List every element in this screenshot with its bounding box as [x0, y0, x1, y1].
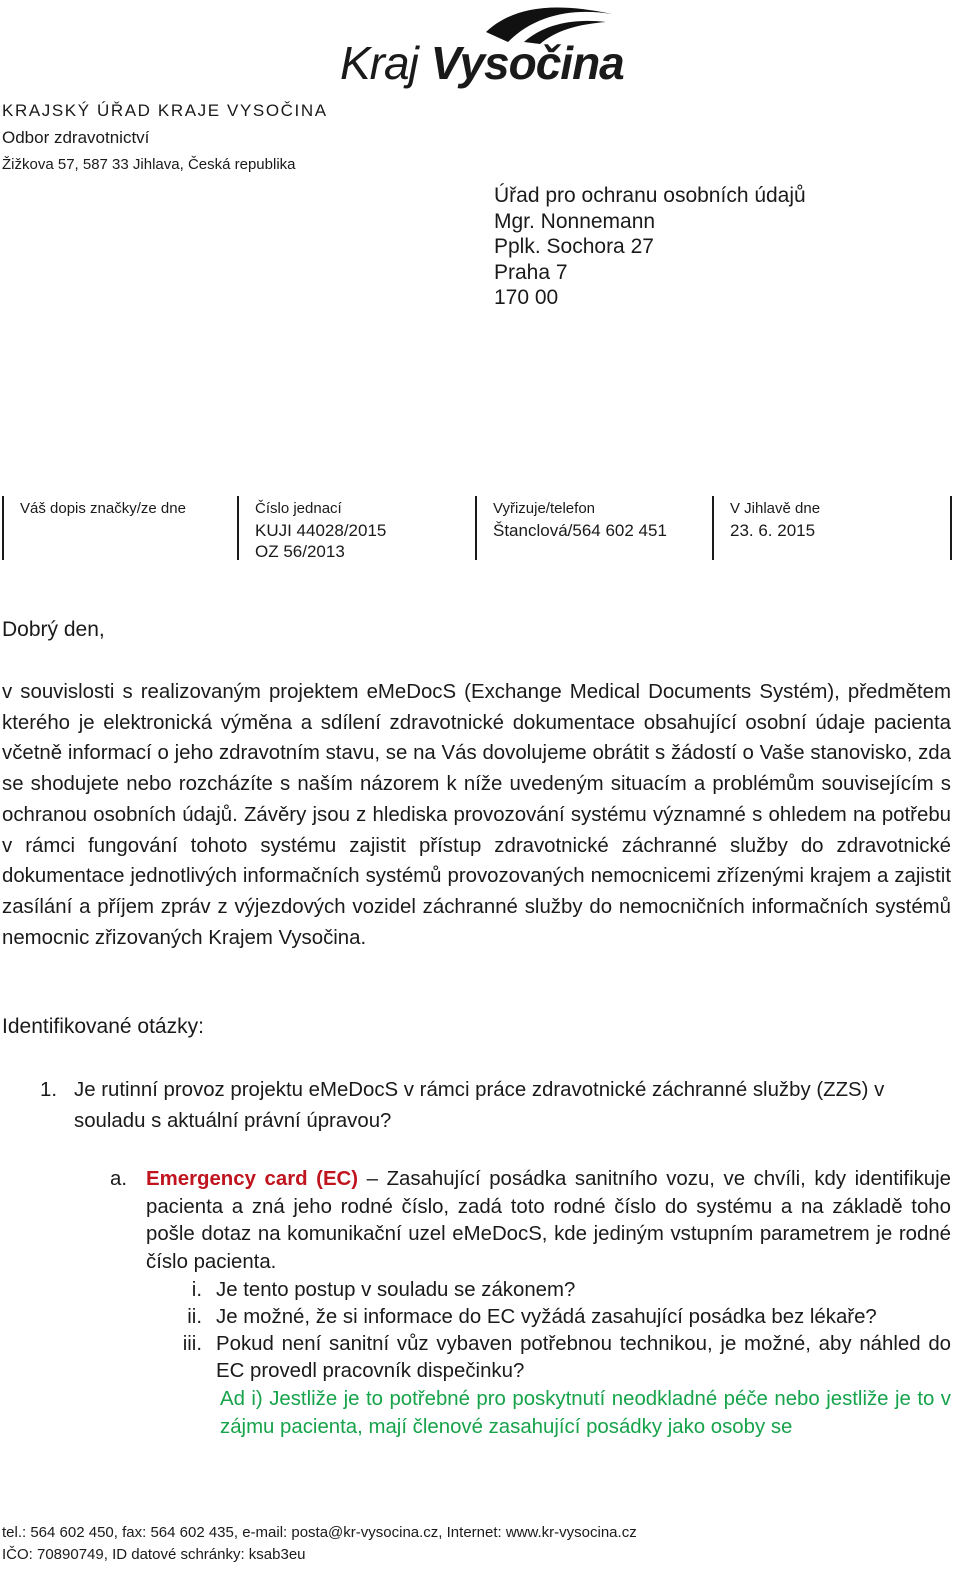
recipient-line: Pplk. Sochora 27 — [494, 235, 654, 258]
recipient-line: 170 00 — [494, 286, 559, 309]
sender-office: KRAJSKÝ ÚŘAD KRAJE VYSOČINA — [2, 101, 328, 120]
ref-number — [237, 496, 475, 560]
question-text: Je rutinní provoz projektu eMeDocS v rámci práce zdravotnické záchranné služby (ZZS) v souladu s aktuální právní úpravou? — [74, 1079, 885, 1132]
ref-label: V Jihlavě dne — [730, 500, 821, 517]
footer-contacts: tel.: 564 602 450, fax: 564 602 435, e-mail: posta@kr-vysocina.cz, Internet: www.kr-vysocina.cz — [2, 1524, 637, 1541]
sender-block — [2, 97, 328, 178]
ec-title: Emergency card (EC) — [146, 1168, 359, 1190]
roman-text: Je tento postup v souladu se zákonem? — [216, 1279, 576, 1301]
ref-your-letter — [2, 496, 238, 560]
ref-label: Číslo jednací — [255, 500, 342, 517]
sub-question-a — [110, 1166, 951, 1276]
sub-text-wrap — [146, 1166, 951, 1276]
roman-number: ii. — [187, 1306, 202, 1328]
ref-value: 23. 6. 2015 — [730, 521, 816, 540]
roman-text: Je možné, že si informace do EC vyžádá zasahující posádka bez lékaře? — [216, 1306, 877, 1328]
recipient-line: Mgr. Nonnemann — [494, 209, 656, 233]
question-1 — [40, 1075, 945, 1136]
logo-wordmark — [340, 38, 624, 88]
footer — [2, 1522, 637, 1566]
ref-value: Štanclová/564 602 451 — [493, 521, 667, 540]
ref-value: OZ 56/2013 — [255, 542, 345, 561]
logo-kraj: Kraj — [340, 37, 418, 89]
questions-heading: Identifikované otázky: — [2, 1015, 204, 1038]
sub-letter: a. — [110, 1168, 128, 1190]
question-number: 1. — [40, 1079, 58, 1101]
answer-paragraph: Ad i) Jestliže je to potřebné pro poskytnutí neodkladné péče nebo jestliže je to v zájmu pacienta, mají členové zasahující posádky jako osoby se — [220, 1388, 951, 1438]
sender-address: Žižkova 57, 587 33 Jihlava, Česká republika — [2, 156, 296, 173]
greeting: Dobrý den, — [2, 618, 105, 641]
recipient-line: Úřad pro ochranu osobních údajů — [494, 184, 806, 207]
roman-number: i. — [191, 1279, 202, 1301]
recipient-line: Praha 7 — [494, 260, 568, 284]
recipient-block — [494, 183, 806, 311]
reference-row — [0, 496, 960, 560]
roman-number: iii. — [182, 1333, 202, 1355]
sub-text: – Zasahující posádka sanitního vozu, ve chvíli, kdy identifikuje pacienta a zná jeho rodné číslo, zadá toto rodné číslo do systému a na základě toho pošle dotaz na komunikační uzel eMeDocS, kde jediným vstupním parametrem je rodné číslo pacienta. — [146, 1168, 952, 1273]
ref-date — [712, 496, 952, 560]
ref-label: Váš dopis značky/ze dne — [20, 500, 186, 517]
ref-value: KUJI 44028/2015 — [255, 521, 387, 540]
logo-vysocina: Vysočina — [430, 37, 624, 89]
intro-paragraph: v souvislosti s realizovaným projektem eMeDocS (Exchange Medical Documents Systém), předmětem kterého je elektronická výměna a sdílení zdravotnické dokumentace obsahující osobní údaje pacienta včetně informací o jeho zdravotním stavu, se na Vás dovolujeme obrátit s žádostí o Vaše stanovisko, zda se shodujete nebo rozcházíte s naším názorem k níže uvedeným situacím a problémům souvisejícím s ochranou osobních údajů. Závěry jsou z hlediska provozování systému významné s ohledem na potřebu v rámci fungování tohoto systému zajistit přístup zdravotnické záchranné služby do zdravotnické dokumentace jednotlivých informačních systémů provozovaných nemocnicemi zřízenými krajem a zajistit zasílání a příjem zpráv z výjezdových vozidel záchranné služby do nemocničních informačních systémů nemocnic zřizovaných Krajem Vysočina. — [2, 681, 951, 949]
ref-handled-by — [475, 496, 713, 560]
roman-text: Pokud není sanitní vůz vybaven potřebnou technikou, je možné, aby náhled do EC provedl pracovník dispečinku? — [216, 1333, 951, 1382]
ref-label: Vyřizuje/telefon — [493, 500, 595, 517]
footer-ids: IČO: 70890749, ID datové schránky: ksab3eu — [2, 1546, 306, 1563]
sender-department: Odbor zdravotnictví — [2, 128, 150, 147]
